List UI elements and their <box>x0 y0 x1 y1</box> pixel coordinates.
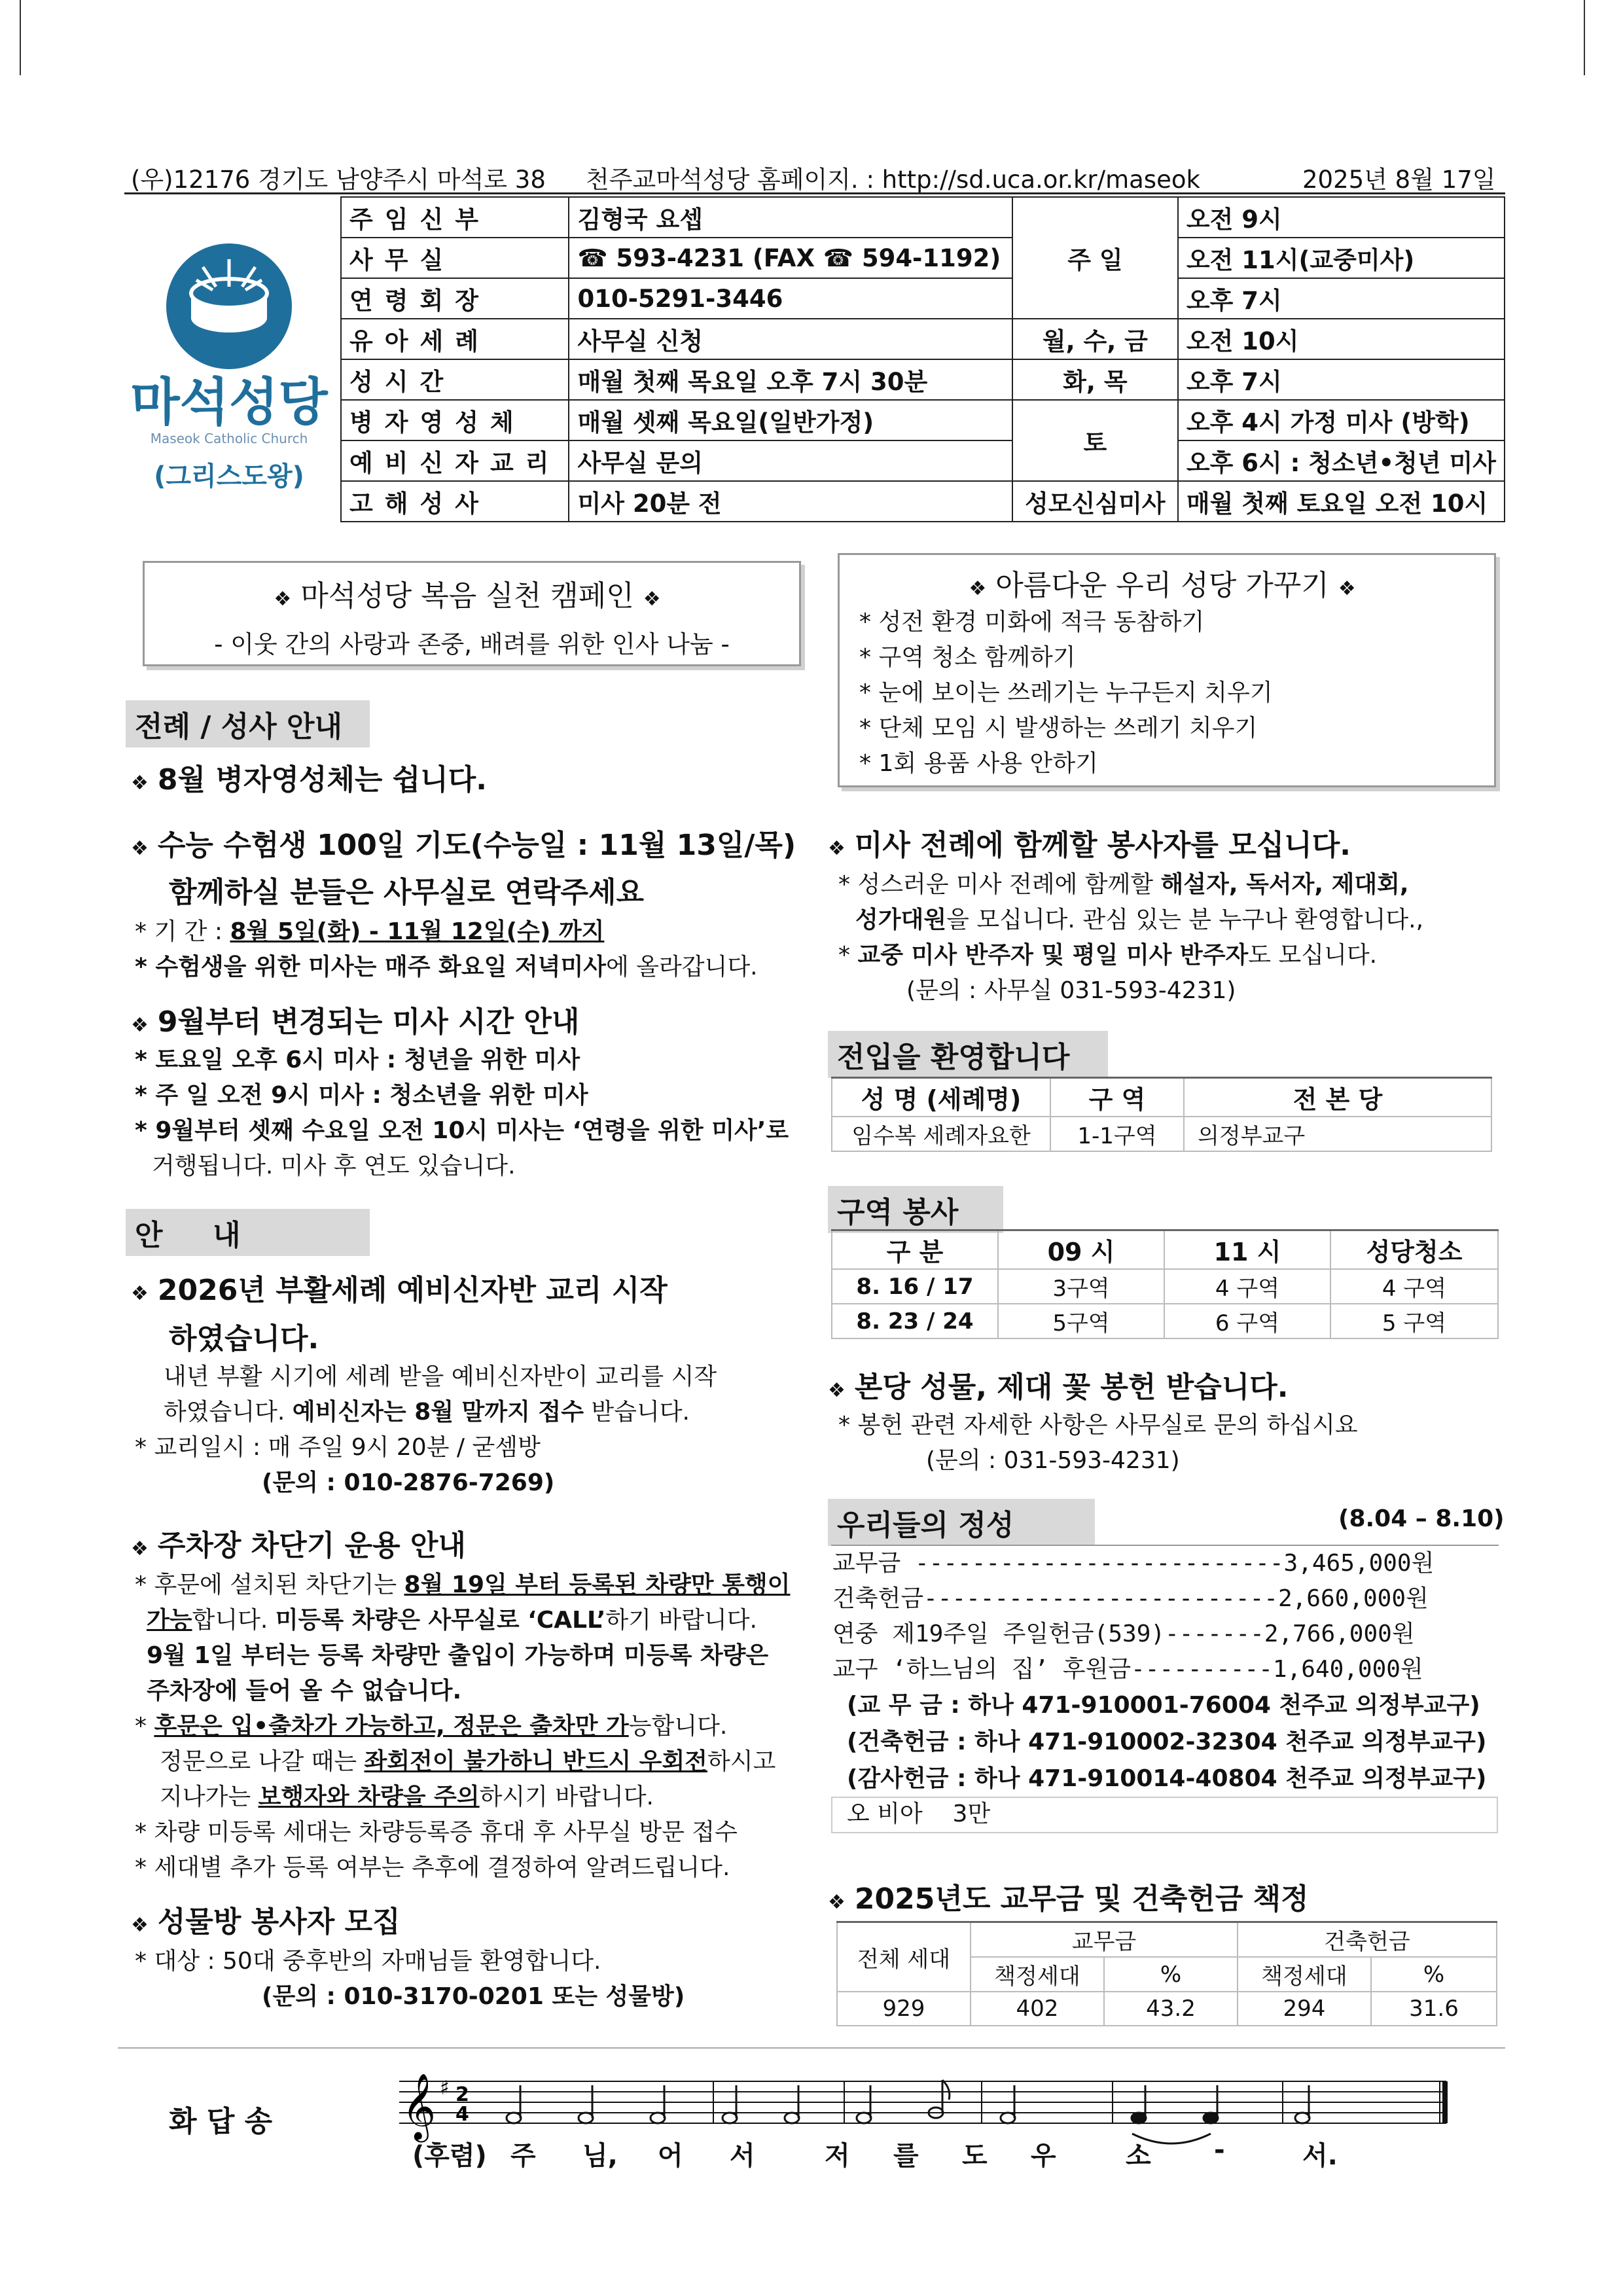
psalm-rule <box>118 2047 1505 2049</box>
campaign-title: 마석성당 복음 실천 캠페인 <box>300 579 634 613</box>
sat-time: 오후 4시 가정 미사 (방학) <box>1178 400 1505 440</box>
lyric: 서 <box>730 2141 755 2171</box>
logo-english: Maseok Catholic Church <box>150 431 308 446</box>
campaign-box <box>143 561 801 666</box>
tt-label: 화, 목 <box>1012 359 1178 400</box>
info-value: 010-5291-3446 <box>569 278 1012 319</box>
notice-item-3: ❖ 성물방 봉사자 모집 * 대상 : 50대 중후반의 자매님들 환영합니다. (문의 : 010-3170-0201 또는 성물방) <box>131 1905 685 2010</box>
lyric: 도 <box>962 2141 988 2171</box>
info-value: 매월 셋째 목요일(일반가정) <box>569 400 1012 440</box>
contributions-section-title: 우리들의 정성 <box>828 1499 1095 1546</box>
info-value: 사무실 신청 <box>569 319 1012 359</box>
note-head <box>507 2113 521 2123</box>
diamond-icon: ❖ <box>643 588 661 611</box>
contribution-line: 교구 ‘하느님의 집’ 후원금----------1,640,000원 <box>832 1656 1423 1683</box>
note-head <box>722 2113 737 2123</box>
thanks-offering: 오 비아 3만 <box>831 1797 1498 1833</box>
corner-mark <box>1584 0 1623 75</box>
table-row: 임수복 세례자요한 1-1구역 의정부교구 <box>832 1117 1491 1151</box>
info-label: 연령회장 <box>341 278 569 319</box>
diamond-icon: ❖ <box>131 837 149 860</box>
lyric: 소 <box>1126 2141 1151 2171</box>
lyric: 서. <box>1302 2141 1338 2171</box>
welcome-table <box>831 1077 1492 1152</box>
district-header: 성당청소 <box>1330 1230 1498 1270</box>
lyric: (후렴) <box>412 2141 487 2171</box>
sunday-time: 오전 9시 <box>1178 197 1505 238</box>
diamond-icon: ❖ <box>131 1537 149 1560</box>
beauty-item: * 눈에 보이는 쓰레기는 누구든지 치우기 <box>859 679 1273 706</box>
lyric: 주 <box>510 2141 536 2171</box>
church-emblem-icon <box>164 241 294 372</box>
sunday-time: 오후 7시 <box>1178 278 1505 319</box>
volunteer-notice: ❖ 미사 전례에 함께할 봉사자를 모십니다. * 성스러운 미사 전례에 함께할 해설자, 독서자, 제대회, 성가대원을 모십니다. 관심 있는 분 누구나 환영합니다., * 교중 미사 반주자 및 평일 미사 반주자도 모십니다. (문의 : 사무실 031-593-4231) <box>828 829 1424 1004</box>
lyric: - <box>1214 2135 1225 2165</box>
table-row: 8. 23 / 24 5구역 6 구역 5 구역 <box>832 1304 1498 1338</box>
note-head <box>1295 2113 1310 2123</box>
diamond-icon: ❖ <box>274 588 292 611</box>
lyric: 님, <box>582 2141 618 2171</box>
diamond-icon: ❖ <box>828 1891 846 1914</box>
time-signature: 4 <box>455 2103 469 2126</box>
account-line: (교 무 금 : 하나 471-910001-76004 천주교 의정부교구) <box>847 1692 1480 1719</box>
liturgy-notice-3: ❖ 9월부터 변경되는 미사 시간 안내 * 토요일 오후 6시 미사 : 청년을 위한 미사 * 주 일 오전 9시 미사 : 청소년을 위한 미사 * 9월부터 셋째 수요일 오전 10시 미사는 ‘연령을 위한 미사’로 거행됩니다. 미사 후 연도 있습니다. <box>131 1005 789 1179</box>
lyric: 저 <box>825 2141 850 2171</box>
contributions-period: (8.04 – 8.10) <box>1338 1505 1505 1532</box>
assessment-group-header: 건축헌금 <box>1238 1922 1497 1958</box>
sunday-label: 주 일 <box>1012 197 1178 319</box>
welcome-header: 성 명 (세례명) <box>832 1078 1050 1117</box>
district-header: 구 분 <box>832 1230 998 1270</box>
info-label: 주임신부 <box>341 197 569 238</box>
notice-item-1: ❖ 2026년 부활세례 예비신자반 교리 시작 하였습니다. 내년 부활 시기에 세례 받을 예비신자반이 교리를 시작 하였습니다. 예비신자는 8월 말까지 접수 받습니다. * 교리일시 : 매 주일 9시 20분 / 굳셈방 (문의 : 010-2876-7269) <box>131 1274 717 1496</box>
info-label: 유아세례 <box>341 319 569 359</box>
diamond-icon: ❖ <box>131 1914 149 1937</box>
sharp-icon: ♯ <box>440 2077 450 2100</box>
beauty-item: * 성전 환경 미화에 적극 동참하기 <box>859 609 1205 636</box>
contributions-list <box>832 1546 1500 1797</box>
lyric: 를 <box>893 2141 919 2171</box>
diamond-icon: ❖ <box>131 772 149 795</box>
assessment-total-header: 전체 세대 <box>837 1922 971 1992</box>
mary-label: 성모신심미사 <box>1012 481 1178 522</box>
note-head <box>651 2113 665 2123</box>
note-head <box>785 2113 799 2123</box>
lyric: 우 <box>1031 2141 1056 2171</box>
info-value: 김형국 요셉 <box>569 197 1012 238</box>
tt-time: 오후 7시 <box>1178 359 1505 400</box>
mary-time: 매월 첫째 토요일 오전 10시 <box>1178 481 1505 522</box>
assessment-group-header: 교무금 <box>971 1922 1238 1958</box>
psalm-label: 화 답 송 <box>169 2105 273 2138</box>
account-line: (감사헌금 : 하나 471-910014-40804 천주교 의정부교구) <box>847 1765 1487 1792</box>
time-signature: 2 <box>455 2083 469 2106</box>
liturgy-notice-2: ❖ 수능 수험생 100일 기도(수능일 : 11월 13일/목) 함께하실 분들은 사무실로 연락주세요 * 기 간 : 8월 5일(화) - 11월 12일(수) 까지 * 수험생을 위한 미사는 매주 화요일 저녁미사에 올라갑니다. <box>131 829 796 980</box>
note-head <box>1132 2113 1146 2123</box>
note-head <box>579 2113 593 2123</box>
district-header: 09 시 <box>998 1230 1164 1270</box>
info-label: 사무실 <box>341 238 569 278</box>
info-label: 성시간 <box>341 359 569 400</box>
beauty-item: * 단체 모임 시 발생하는 쓰레기 치우기 <box>859 715 1258 742</box>
note-flag <box>942 2080 950 2100</box>
info-value: 미사 20분 전 <box>569 481 1012 522</box>
church-logo <box>124 196 334 524</box>
logo-name: 마석성당 <box>130 373 328 432</box>
welcome-header: 구 역 <box>1050 1078 1184 1117</box>
info-value: 사무실 문의 <box>569 440 1012 481</box>
corner-mark <box>0 0 21 75</box>
contribution-line: 교무금 --------------------------3,465,000원 <box>832 1550 1435 1577</box>
sat-time: 오후 6시 : 청소년•청년 미사 <box>1178 440 1505 481</box>
welcome-header: 전 본 당 <box>1184 1078 1491 1117</box>
campaign-sub: - 이웃 간의 사랑과 존중, 배려를 위한 인사 나눔 - <box>214 630 730 658</box>
district-header: 11 시 <box>1164 1230 1330 1270</box>
church-info-table <box>340 196 1505 522</box>
flower-offering-notice: ❖ 본당 성물, 제대 꽃 봉헌 받습니다. * 봉헌 관련 자세한 사항은 사무실로 문의 하십시요 (문의 : 031-593-4231) <box>828 1371 1358 1474</box>
welcome-section-title: 전입을 환영합니다 <box>828 1031 1108 1078</box>
info-label: 병자영성체 <box>341 400 569 440</box>
note-head <box>1001 2113 1015 2123</box>
sunday-time: 오전 11시(교중미사) <box>1178 238 1505 278</box>
header-homepage[interactable]: 천주교마석성당 홈페이지. : http://sd.uca.or.kr/maseok <box>586 166 1200 194</box>
account-line: (건축헌금 : 하나 471-910002-32304 천주교 의정부교구) <box>847 1729 1487 1755</box>
district-section-title: 구역 봉사 <box>828 1186 1003 1233</box>
header-address: (우)12176 경기도 남양주시 마석로 38 <box>131 166 546 194</box>
beauty-box <box>838 553 1496 787</box>
assessment-table: 전체 세대 교무금 건축헌금 책정세대 % 책정세대 % 929 402 43.2 294 31.6 <box>836 1921 1497 2026</box>
notice-section-title: 안 내 <box>126 1209 370 1256</box>
psalm-lyrics <box>412 2135 1459 2174</box>
table-row: 929 402 43.2 294 31.6 <box>837 1992 1497 2026</box>
diamond-icon: ❖ <box>828 1379 846 1402</box>
sat-label: 토 <box>1012 400 1178 481</box>
info-label: 예비신자교리 <box>341 440 569 481</box>
liturgy-section-title: 전례 / 성사 안내 <box>126 700 370 747</box>
info-label: 고해성사 <box>341 481 569 522</box>
beauty-item: * 구역 청소 함께하기 <box>859 644 1076 671</box>
notice-item-2: ❖ 주차장 차단기 운용 안내 * 후문에 설치된 차단기는 8월 19일 부터 등록된 차량만 통행이 가능합니다. 미등록 차량은 사무실로 ‘CALL’하기 바랍니다. 9월 1일 부터는 등록 차량만 출입이 가능하며 미등록 차량은 주차장에 들어 올 수 없습니다. * 후문은 입•출차가 가능하고, 정문은 출차만 가능합니다. 정문으로 나갈 때는 좌회전이 불가하니 반드시 우회전하시고 지나가는 보행자와 차량을 주의하시기 바랍니다. * 차량 미등록 세대는 차량등록증 휴대 후 사무실 방문 접수 * 세대별 추가 등록 여부는 추후에 결정하여 알려드립니다. <box>131 1529 791 1881</box>
mwf-time: 오전 10시 <box>1178 319 1505 359</box>
info-value: ☎ 593-4231 (FAX ☎ 594-1192) <box>569 238 1012 278</box>
assessment-title: ❖ 2025년도 교무금 및 건축헌금 책정 <box>828 1882 1309 1916</box>
diamond-icon: ❖ <box>828 837 846 860</box>
logo-sub: (그리스도왕) <box>154 461 304 492</box>
district-table <box>831 1229 1499 1339</box>
beauty-item: * 1회 용품 사용 안하기 <box>859 750 1098 777</box>
info-value: 매월 첫째 목요일 오후 7시 30분 <box>569 359 1012 400</box>
contribution-line: 건축헌금-------------------------2,660,000원 <box>832 1585 1429 1612</box>
lyric: 어 <box>658 2141 683 2171</box>
treble-clef-icon: 𝄞 <box>402 2072 437 2140</box>
diamond-icon: ❖ <box>131 1282 149 1305</box>
liturgy-notice-1: ❖ 8월 병자영성체는 쉽니다. <box>131 763 487 797</box>
note-head <box>1204 2113 1218 2123</box>
header-rule <box>124 192 1505 194</box>
diamond-icon: ❖ <box>1338 577 1356 600</box>
contribution-line: 연중 제19주일 주일헌금(539)-------2,766,000원 <box>832 1621 1415 1647</box>
note-head <box>857 2113 871 2123</box>
header-date: 2025년 8월 17일 <box>1302 166 1496 194</box>
diamond-icon: ❖ <box>969 577 987 600</box>
beauty-title: 아름다운 우리 성당 가꾸기 <box>995 569 1329 602</box>
mwf-label: 월, 수, 금 <box>1012 319 1178 359</box>
table-row: 8. 16 / 17 3구역 4 구역 4 구역 <box>832 1269 1498 1304</box>
diamond-icon: ❖ <box>131 1014 149 1037</box>
